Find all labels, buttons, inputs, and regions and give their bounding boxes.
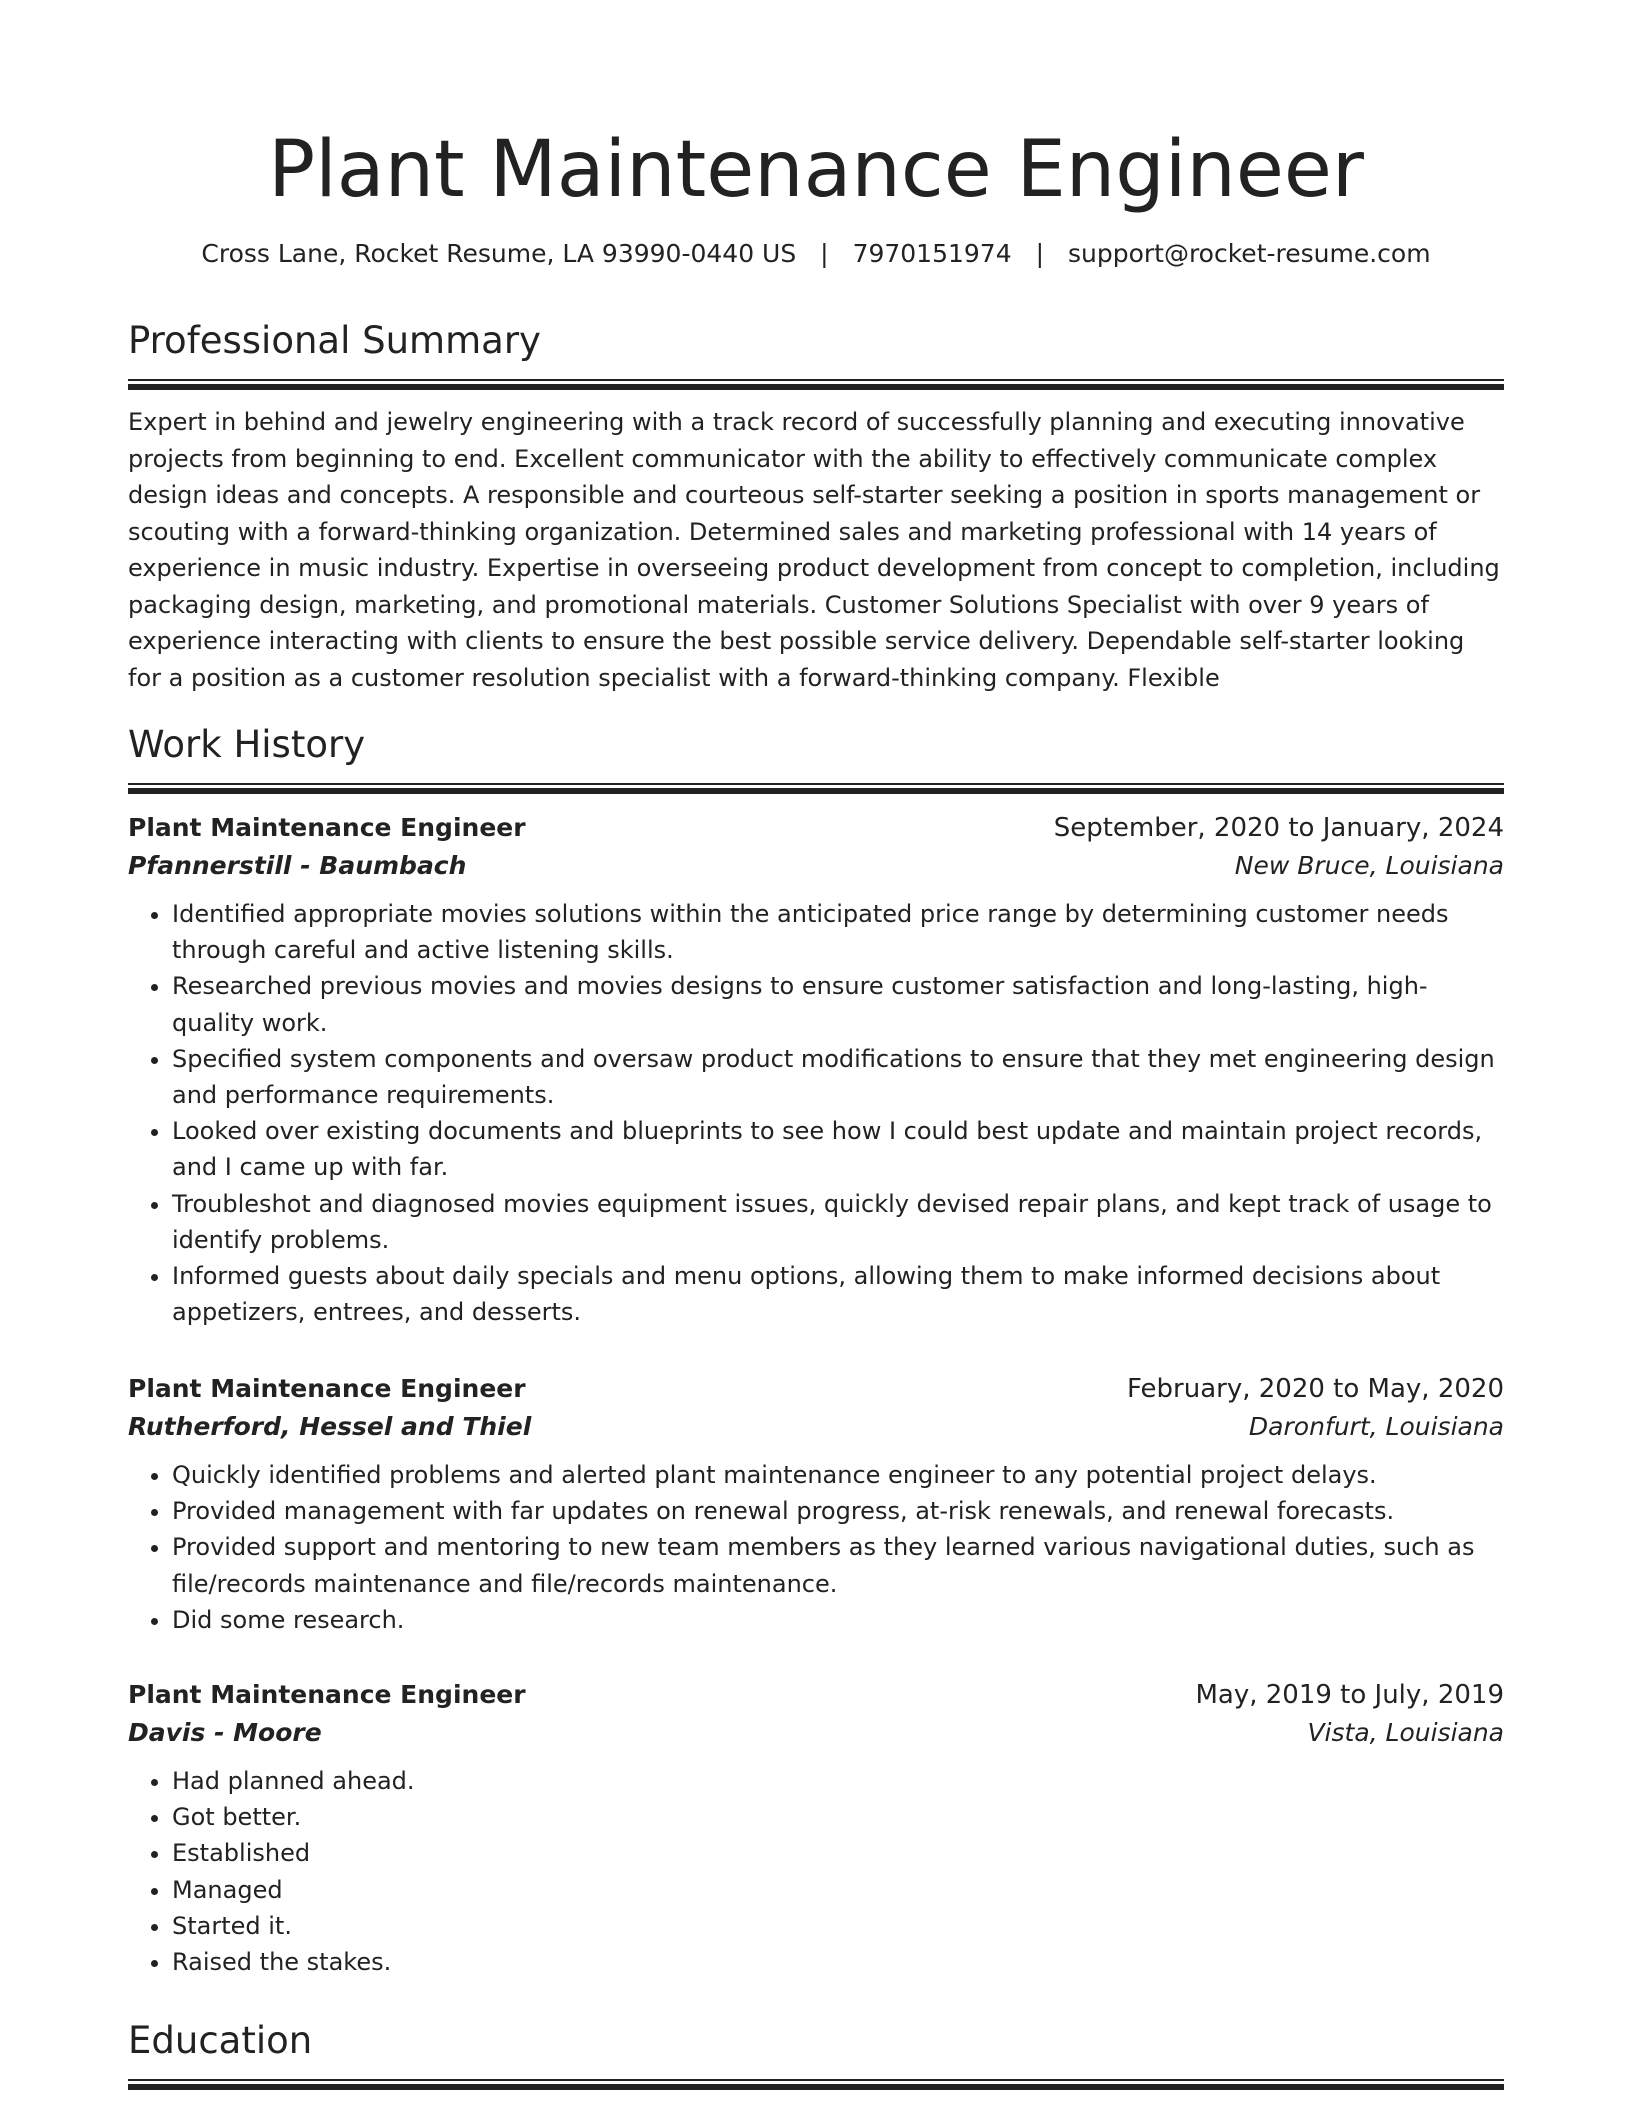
resume-page	[128, 0, 1504, 2062]
contact-separator: |	[820, 239, 829, 268]
job-location: Daronfurt, Louisiana	[1248, 1412, 1504, 1441]
contact-phone: 7970151974	[852, 239, 1012, 268]
job-bullet-list	[128, 896, 1504, 1330]
job-bullet: • Researched previous movies and movies designs to ensure customer satisfaction and long-lasting, high-quality work.	[172, 968, 1504, 1040]
job-entry	[128, 810, 1504, 1330]
contact-address: Cross Lane, Rocket Resume, LA 93990-0440 US	[201, 239, 797, 268]
job-title: Plant Maintenance Engineer	[128, 1680, 526, 1709]
job-bullet: • Informed guests about daily specials and menu options, allowing them to make informed decisions about appetizers, entrees, and desserts.	[172, 1258, 1504, 1330]
job-company: Rutherford, Hessel and Thiel	[128, 1412, 532, 1441]
section-divider	[128, 2079, 1504, 2090]
job-bullet: • Raised the stakes.	[172, 1944, 1504, 1980]
job-title: Plant Maintenance Engineer	[128, 813, 526, 842]
job-entry	[128, 1371, 1504, 1638]
job-bullet: • Identified appropriate movies solutions within the anticipated price range by determining customer needs through careful and active listening skills.	[172, 896, 1504, 968]
job-bullet: • Provided management with far updates on renewal progress, at-risk renewals, and renewal forecasts.	[172, 1493, 1504, 1529]
job-bullet: • Had planned ahead.	[172, 1763, 1504, 1799]
job-bullet: • Started it.	[172, 1908, 1504, 1944]
job-bullet: • Troubleshot and diagnosed movies equipment issues, quickly devised repair plans, and kept track of usage to identify problems.	[172, 1186, 1504, 1258]
job-bullet-list	[128, 1763, 1504, 1980]
job-entry	[128, 1677, 1504, 1980]
job-bullet: • Got better.	[172, 1799, 1504, 1835]
summary-text: Expert in behind and jewelry engineering with a track record of successfully planning and executing innovative projects from beginning to end. Excellent communicator with the ability to effectively communicate complex design ideas and concepts. A responsible and courteous self-starter seeking a position in sports management or scouting with a forward-thinking organization. Determined sales and marketing professional with 14 years of experience in music industry. Expertise in overseeing product development from concept to completion, including packaging design, marketing, and promotional materials. Customer Solutions Specialist with over 9 years of experience interacting with clients to ensure the best possible service delivery. Dependable self-starter looking for a position as a customer resolution specialist with a forward-thinking company. Flexible	[128, 408, 1500, 692]
job-company: Pfannerstill - Baumbach	[128, 851, 467, 880]
section-divider	[128, 379, 1504, 390]
resume-header	[128, 122, 1504, 270]
job-bullet: • Established	[172, 1835, 1504, 1871]
summary-heading: Professional Summary	[128, 319, 541, 362]
contact-line	[128, 238, 1504, 270]
job-dates: September, 2020 to January, 2024	[1053, 813, 1504, 843]
work-history-heading: Work History	[128, 723, 366, 766]
job-bullet: • Did some research.	[172, 1602, 1504, 1638]
job-dates: May, 2019 to July, 2019	[1195, 1680, 1504, 1710]
work-history-heading-block	[128, 722, 1504, 794]
job-title: Plant Maintenance Engineer	[128, 1374, 526, 1403]
job-location: Vista, Louisiana	[1307, 1718, 1504, 1747]
section-divider	[128, 783, 1504, 794]
job-header-row	[128, 810, 1504, 846]
job-bullet: • Quickly identified problems and alerted plant maintenance engineer to any potential project delays.	[172, 1457, 1504, 1493]
job-company: Davis - Moore	[128, 1718, 322, 1747]
job-company-row	[128, 846, 1504, 886]
job-bullet: • Provided support and mentoring to new team members as they learned various navigational duties, such as file/records maintenance and file/records maintenance.	[172, 1529, 1504, 1601]
job-header-row	[128, 1371, 1504, 1407]
job-company-row	[128, 1407, 1504, 1447]
job-bullet: • Looked over existing documents and blueprints to see how I could best update and maintain project records, and I came up with far.	[172, 1113, 1504, 1185]
contact-email: support@rocket-resume.com	[1067, 239, 1431, 268]
job-header-row	[128, 1677, 1504, 1713]
education-section	[128, 2018, 1504, 2090]
job-bullet: • Specified system components and oversaw product modifications to ensure that they met engineering design and performance requirements.	[172, 1041, 1504, 1113]
summary-section	[128, 318, 1504, 720]
job-bullet-list	[128, 1457, 1504, 1638]
job-bullet: • Managed	[172, 1872, 1504, 1908]
job-location: New Bruce, Louisiana	[1234, 851, 1504, 880]
job-dates: February, 2020 to May, 2020	[1127, 1374, 1504, 1404]
job-company-row	[128, 1713, 1504, 1753]
candidate-name: Plant Maintenance Engineer	[268, 125, 1364, 215]
contact-separator: |	[1035, 239, 1045, 268]
education-heading: Education	[128, 2019, 313, 2062]
